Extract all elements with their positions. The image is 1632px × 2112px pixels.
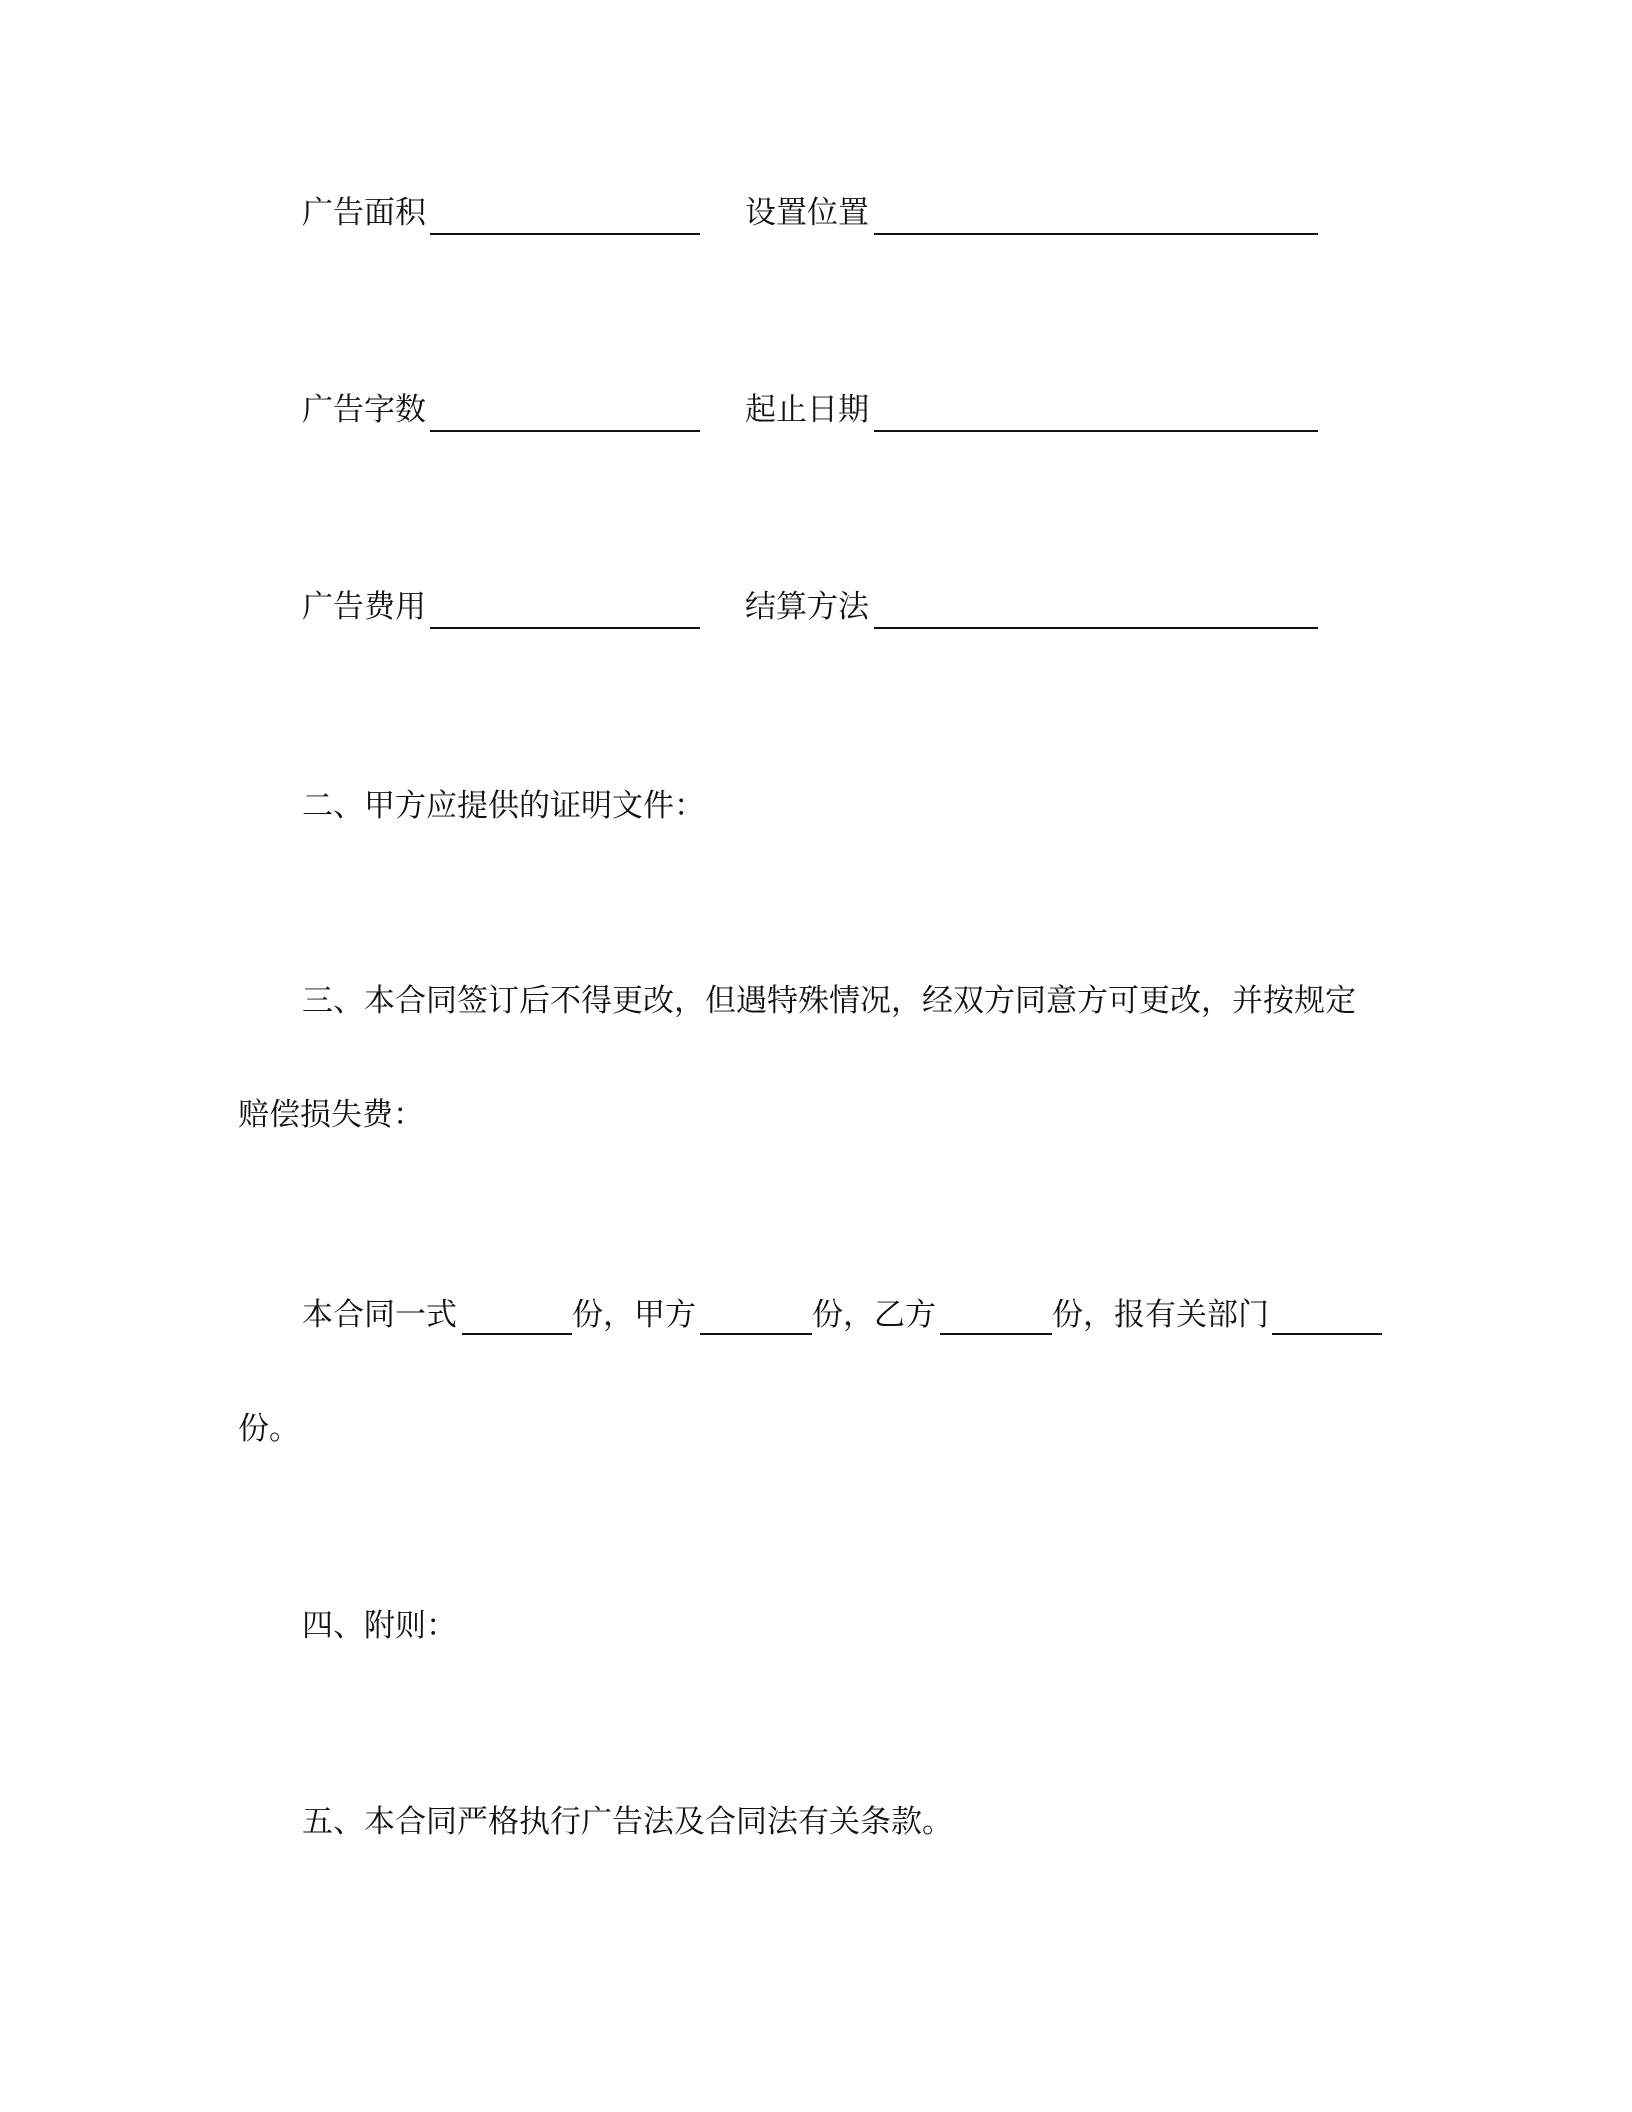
copies-party-a-blank[interactable] [700,1333,812,1335]
ad-wordcount-label: 广告字数 [302,392,426,428]
copies-part-5: 份。 [238,1411,300,1447]
settlement-label: 结算方法 [745,589,869,625]
section-5: 五、本合同严格执行广告法及合同法有关条款。 [302,1804,953,1840]
date-range-label: 起止日期 [745,392,869,428]
settlement-blank[interactable] [874,627,1318,629]
copies-part-3: 份，乙方 [812,1297,936,1333]
ad-area-label: 广告面积 [302,195,426,231]
copies-total-blank[interactable] [462,1333,572,1335]
placement-label: 设置位置 [745,195,869,231]
date-range-blank[interactable] [874,430,1318,432]
copies-part-4: 份，报有关部门 [1052,1297,1269,1333]
section-4: 四、附则： [302,1608,457,1644]
ad-fee-blank[interactable] [430,627,700,629]
ad-wordcount-blank[interactable] [430,430,700,432]
section-2: 二、甲方应提供的证明文件： [302,788,705,824]
copies-dept-blank[interactable] [1272,1333,1382,1335]
ad-area-blank[interactable] [430,233,700,235]
section-3-line-1: 三、本合同签订后不得更改，但遇特殊情况，经双方同意方可更改，并按规定 [302,983,1356,1019]
section-3-line-2: 赔偿损失费： [238,1097,424,1133]
placement-blank[interactable] [874,233,1318,235]
copies-part-2: 份，甲方 [572,1297,696,1333]
copies-party-b-blank[interactable] [940,1333,1052,1335]
ad-fee-label: 广告费用 [302,589,426,625]
copies-part-1: 本合同一式 [302,1297,457,1333]
